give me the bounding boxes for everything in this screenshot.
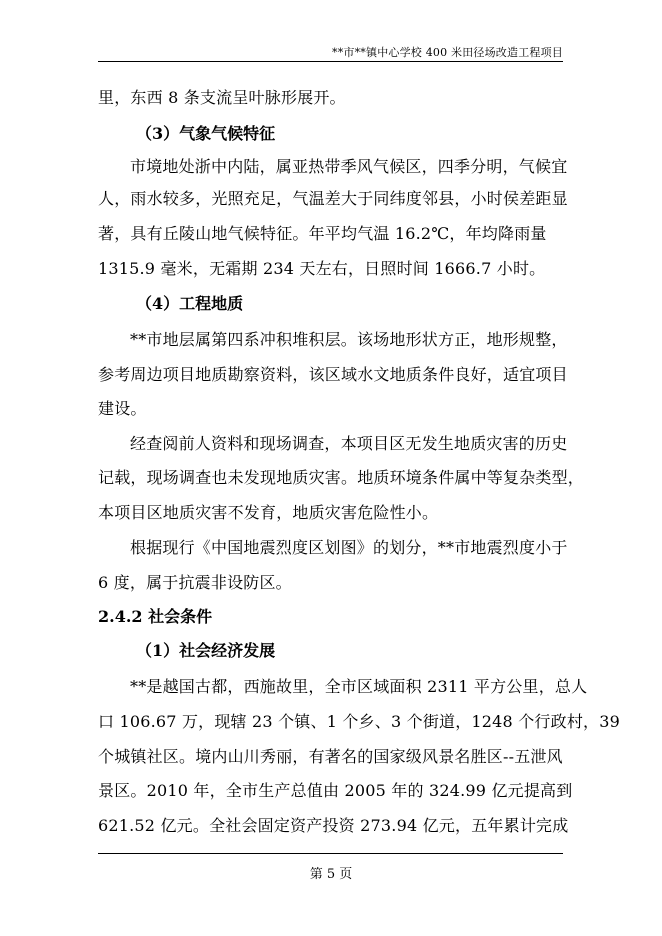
- footer-divider: [98, 853, 563, 854]
- paragraph-line: 1315.9 毫米，无霜期 234 天左右，日照时间 1666.7 小时。: [98, 259, 546, 278]
- paragraph-line: 本项目区地质灾害不发育，地质灾害危险性小。: [98, 503, 439, 522]
- paragraph-line: 个城镇社区。境内山川秀丽，有著名的国家级风景名胜区--五泄风: [98, 747, 563, 766]
- paragraph-line: 著，具有丘陵山地气候特征。年平均气温 16.2℃，年均降雨量: [98, 224, 547, 243]
- paragraph-line: 参考周边项目地质勘察资料，该区域水文地质条件良好，适宜项目: [98, 365, 568, 384]
- paragraph-line: 里，东西 8 条支流呈叶脉形展开。: [98, 88, 346, 107]
- paragraph-line: 6 度，属于抗震非设防区。: [98, 573, 292, 592]
- paragraph-line: 市境地处浙中内陆，属亚热带季风气候区，四季分明，气候宜: [130, 157, 568, 176]
- page-number: 第 5 页: [309, 867, 353, 882]
- paragraph-line: 621.52 亿元。全社会固定资产投资 273.94 亿元，五年累计完成: [98, 816, 569, 835]
- subheading-geology: （4）工程地质: [136, 294, 244, 313]
- subheading-economy: （1）社会经济发展: [136, 641, 276, 660]
- running-header: **市**镇中心学校 400 米田径场改造工程项目: [332, 46, 563, 59]
- paragraph-line: **是越国古都，西施故里，全市区域面积 2311 平方公里，总人: [130, 677, 588, 696]
- paragraph-line: 建设。: [98, 399, 147, 418]
- section-heading: 2.4.2 社会条件: [98, 607, 213, 626]
- paragraph-line: 人，雨水较多，光照充足，气温差大于同纬度邻县，小时侯差距显: [98, 189, 568, 208]
- subheading-climate: （3）气象气候特征: [136, 124, 276, 143]
- paragraph-line: 景区。2010 年，全市生产总值由 2005 年的 324.99 亿元提高到: [98, 781, 573, 800]
- paragraph-line: 根据现行《中国地震烈度区划图》的划分，**市地震烈度小于: [130, 538, 568, 557]
- paragraph-line: 口 106.67 万，现辖 23 个镇、1 个乡、3 个街道，1248 个行政村，39: [98, 712, 620, 731]
- paragraph-line: 记载，现场调查也未发现地质灾害。地质环境条件属中等复杂类型，: [98, 468, 585, 487]
- paragraph-line: 经查阅前人资料和现场调查，本项目区无发生地质灾害的历史: [130, 434, 568, 453]
- header-divider: [98, 61, 563, 62]
- paragraph-line: **市地层属第四系冲积堆积层。该场地形状方正，地形规整，: [130, 330, 568, 349]
